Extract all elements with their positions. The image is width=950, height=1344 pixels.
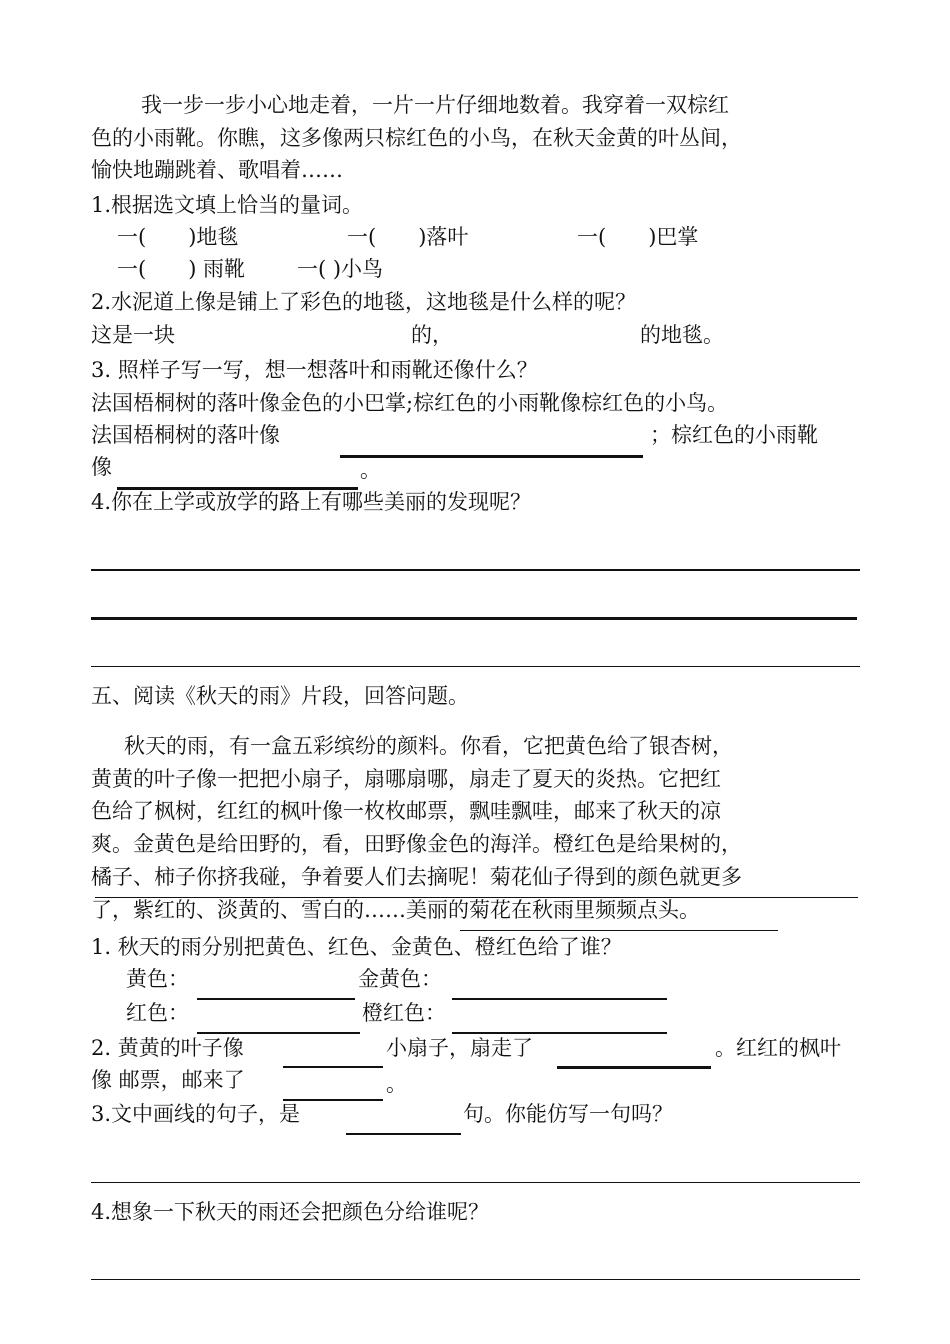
- passage2-line: 色给了枫树，红红的枫叶像一枚枚邮票，飘哇飘哇，邮来了秋天的凉: [91, 799, 721, 823]
- s5-question-2-text: 像 邮票，邮来了: [91, 1068, 245, 1092]
- answer-blank[interactable]: [346, 1133, 461, 1135]
- s5-question-3-text: 3.文中画线的句子，是: [91, 1102, 301, 1126]
- s5-question-2-text: 。红红的枫叶: [715, 1036, 841, 1060]
- answer-blank[interactable]: [340, 455, 643, 458]
- writing-line[interactable]: [91, 617, 857, 620]
- passage1-line: 我一步一步小心地走着，一片一片仔细地数着。我穿着一双棕红: [141, 93, 729, 117]
- question-2-prompt: 2.水泥道上像是铺上了彩色的地毯，这地毯是什么样的呢？: [91, 290, 637, 314]
- measure-word-item: 一( )落叶: [347, 225, 469, 249]
- answer-blank[interactable]: [452, 998, 667, 1000]
- writing-line[interactable]: [91, 569, 860, 571]
- passage2-line: 秋天的雨，有一盒五彩缤纷的颜料。你看，它把黄色给了银杏树，: [124, 734, 733, 758]
- passage1-line: 色的小雨靴。你瞧，这多像两只棕红色的小鸟，在秋天金黄的叶丛间，: [91, 126, 742, 150]
- question-2-text: 的，: [411, 323, 453, 347]
- s5-question-3-text: 句。你能仿写一句吗？: [463, 1102, 673, 1126]
- s5-question-2-text: 小扇子，扇走了: [386, 1036, 533, 1060]
- writing-line[interactable]: [91, 1279, 860, 1280]
- passage2-line: 黄黄的叶子像一把把小扇子，扇哪扇哪，扇走了夏天的炎热。它把红: [91, 767, 721, 791]
- measure-word-item: 一( ) 雨靴: [117, 257, 246, 281]
- passage-underline: [95, 897, 858, 898]
- color-label: 红色：: [126, 1001, 189, 1025]
- answer-blank[interactable]: [197, 998, 355, 1000]
- answer-blank[interactable]: [283, 1066, 383, 1068]
- writing-line[interactable]: [91, 1182, 860, 1183]
- measure-word-item: 一( )巴掌: [577, 225, 699, 249]
- answer-blank[interactable]: [452, 1032, 667, 1034]
- question-1-prompt: 1.根据选文填上恰当的量词。: [91, 193, 364, 217]
- answer-blank[interactable]: [557, 1066, 711, 1069]
- passage-underline: [460, 930, 778, 931]
- s5-question-1-prompt: 1. 秋天的雨分别把黄色、红色、金黄色、橙红色给了谁？: [91, 935, 622, 959]
- question-3-prompt: 3. 照样子写一写，想一想落叶和雨靴还像什么？: [91, 358, 538, 382]
- passage2-line: 爽。金黄色是给田野的，看，田野像金色的海洋。橙红色是给果树的，: [91, 832, 742, 856]
- question-3-example: 法国梧桐树的落叶像金色的小巴掌;棕红色的小雨靴像棕红色的小鸟。: [91, 391, 729, 415]
- passage2-line: 橘子、柿子你挤我碰，争着要人们去摘呢！菊花仙子得到的颜色就更多: [91, 865, 742, 889]
- s5-question-2-text: 。: [386, 1072, 407, 1096]
- writing-line[interactable]: [91, 666, 860, 667]
- measure-word-item: 一( )小鸟: [297, 257, 384, 281]
- color-label: 橙红色：: [362, 1001, 446, 1025]
- question-2-text: 的地毯。: [640, 323, 724, 347]
- answer-blank[interactable]: [197, 1032, 360, 1034]
- section-5-title: 五、阅读《秋天的雨》片段，回答问题。: [91, 684, 469, 708]
- question-3-text: 像: [91, 455, 112, 479]
- s5-question-2-text: 2. 黄黄的叶子像: [91, 1036, 244, 1060]
- answer-blank[interactable]: [283, 1099, 383, 1101]
- color-label: 金黄色：: [358, 967, 442, 991]
- passage1-line: 愉快地蹦跳着、歌唱着……: [91, 158, 343, 182]
- question-2-text: 这是一块: [91, 323, 175, 347]
- s5-question-4-prompt: 4.想象一下秋天的雨还会把颜色分给谁呢？: [91, 1200, 490, 1224]
- question-3-text: 。: [360, 458, 381, 482]
- color-label: 黄色：: [126, 967, 189, 991]
- passage2-line: 了，紫红的、淡黄的、雪白的……美丽的菊花在秋雨里频频点头。: [91, 898, 700, 922]
- question-4-prompt: 4.你在上学或放学的路上有哪些美丽的发现呢？: [91, 490, 532, 514]
- measure-word-item: 一( )地毯: [117, 225, 239, 249]
- question-3-text: 法国梧桐树的落叶像: [91, 423, 280, 447]
- question-3-text: ；棕红色的小雨靴: [650, 423, 818, 447]
